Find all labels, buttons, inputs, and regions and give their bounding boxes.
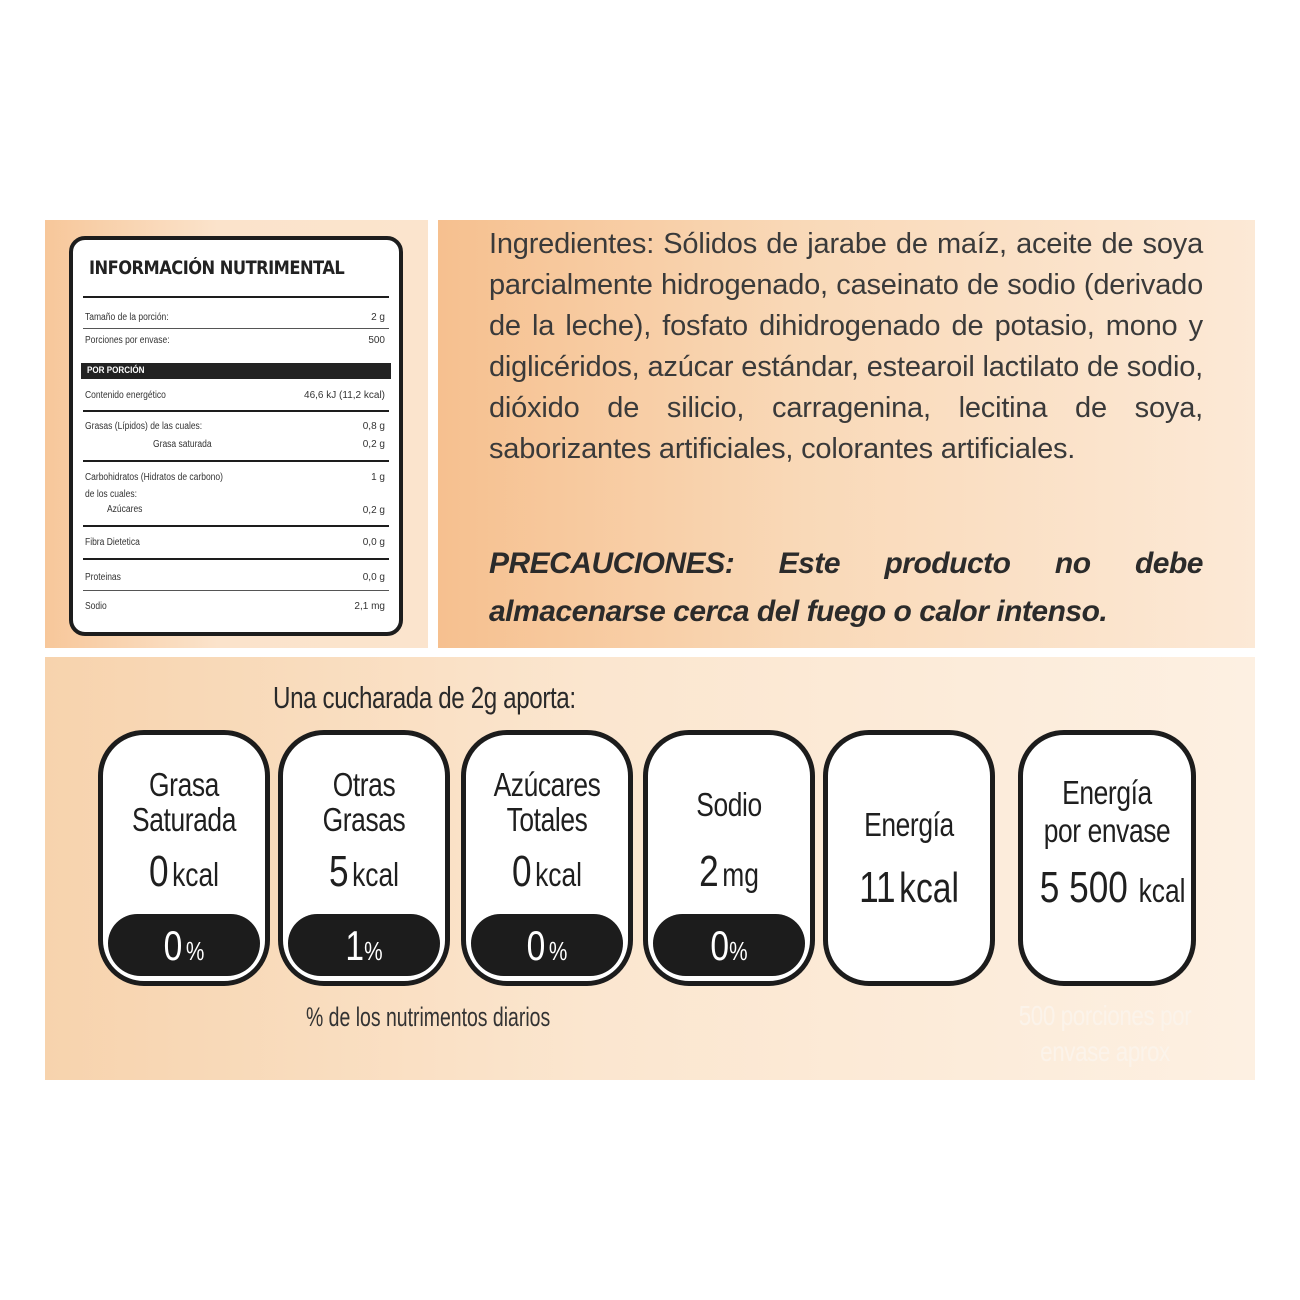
seal-amount: 5 xyxy=(328,847,349,896)
divider xyxy=(83,328,389,329)
seal-amount: 11 xyxy=(859,863,896,912)
divider xyxy=(83,558,389,560)
seal-label: Grasa xyxy=(149,766,219,803)
seal-percent-sign: % xyxy=(364,936,383,966)
nutrition-facts-table xyxy=(69,236,403,636)
seal-energy-per-package xyxy=(1018,730,1196,986)
seal-value xyxy=(1039,863,1186,913)
precautions-text: Este producto no debe almacenarse cerca del fuego o calor intenso. xyxy=(489,547,1203,628)
seal-total-sugars xyxy=(461,730,633,986)
nutrient-row xyxy=(85,489,391,500)
nutrient-row xyxy=(85,472,391,483)
serving-size-row xyxy=(85,312,391,323)
per-serving-header-bar xyxy=(81,363,391,379)
seal-other-fats xyxy=(278,730,450,986)
precautions-label: PRECAUCIONES: xyxy=(489,547,735,580)
seal-unit: kcal xyxy=(535,856,583,893)
ingredients-text: Ingredientes: Sólidos de jarabe de maíz, aceite de soya parcialmente hidrogenado, caseinato de sodio (derivado de la leche), fosfato dihidrogenado de potasio, mono y diglicéridos, azúcar estándar, estearoil lactilato de sodio, dióxido de silicio, carragenina, lecitina de soya, saborizantes artificiales, colorantes artificiales. xyxy=(489,228,1203,465)
seal-percent-sign: % xyxy=(729,936,748,966)
divider xyxy=(83,410,389,412)
seal-percent-value: 0 xyxy=(526,922,546,969)
seal-amount: 5 500 xyxy=(1039,863,1128,912)
seal-percent-band xyxy=(108,914,260,976)
seal-unit: kcal xyxy=(1138,872,1186,909)
seal-amount: 0 xyxy=(511,847,532,896)
seal-percent-sign: % xyxy=(185,936,205,966)
seal-label: Sodio xyxy=(696,786,762,823)
per-serving-header: POR PORCIÓN xyxy=(87,365,145,376)
precautions-block xyxy=(489,540,1203,636)
serving-size-label: Tamaño de la porción: xyxy=(85,312,169,323)
divider xyxy=(83,590,389,591)
nutrient-label: Contenido energético xyxy=(85,390,166,401)
seal-value xyxy=(844,863,974,913)
seal-percent-band xyxy=(471,914,623,976)
divider xyxy=(83,460,389,462)
serving-intro: Una cucharada de 2g aporta: xyxy=(273,680,576,715)
seal-label: por envase xyxy=(1043,812,1171,849)
seal-percent-value: 0 xyxy=(163,922,183,969)
seal-sodium xyxy=(643,730,815,986)
seal-saturated-fat xyxy=(98,730,270,986)
nutrient-value: 0,2 g xyxy=(362,439,385,450)
seal-value xyxy=(119,847,249,897)
seal-percent-value: 1 xyxy=(345,922,365,969)
seal-unit: kcal xyxy=(352,856,400,893)
nutrient-label: Carbohidratos (Hidratos de carbono) xyxy=(85,472,223,483)
nutrient-value: 0,0 g xyxy=(362,537,385,548)
seal-unit: kcal xyxy=(899,864,959,911)
seal-percent xyxy=(486,922,608,970)
servings-value: 500 xyxy=(368,335,385,346)
servings-per-package-note: 500 porciones por envase aprox xyxy=(1018,1000,1192,1067)
nutrient-label: Sodio xyxy=(85,601,107,612)
seal-percent-band xyxy=(653,914,805,976)
seal-percent-band xyxy=(288,914,440,976)
nutrient-value: 46,6 kJ (11,2 kcal) xyxy=(304,390,385,401)
nutrient-value: 1 g xyxy=(371,472,385,483)
seal-amount: 2 xyxy=(699,847,719,896)
seal-label: Energía xyxy=(1062,774,1152,811)
seal-label: Azúcares xyxy=(493,766,601,803)
nutrient-value: 0,2 g xyxy=(362,505,385,516)
nutrient-label: Grasa saturada xyxy=(153,439,212,450)
divider xyxy=(83,296,389,298)
nutrition-table-title: INFORMACIÓN NUTRIMENTAL xyxy=(89,258,345,279)
nutrient-row xyxy=(85,572,391,583)
seal-label: Grasas xyxy=(322,801,406,838)
divider xyxy=(83,525,389,527)
nutrient-value: 0,0 g xyxy=(362,572,385,583)
seal-percent xyxy=(123,922,245,970)
serving-size-value: 2 g xyxy=(371,312,385,323)
nutrient-row xyxy=(85,421,391,432)
nutrient-label: Azúcares xyxy=(107,504,143,515)
servings-row xyxy=(85,335,391,346)
nutrient-value: 2,1 mg xyxy=(354,601,385,612)
seal-value xyxy=(299,847,429,897)
nutrient-row xyxy=(85,601,391,612)
nutrient-value: 0,8 g xyxy=(362,421,385,432)
seal-percent-sign: % xyxy=(548,936,568,966)
nutrient-label: Grasas (Lípidos) de las cuales: xyxy=(85,421,203,432)
seal-value xyxy=(482,847,612,897)
nutrient-label: Proteinas xyxy=(85,572,121,583)
seal-energy xyxy=(823,730,995,986)
nutrient-label: de los cuales: xyxy=(85,489,137,500)
nutrient-row xyxy=(153,439,459,450)
seal-value xyxy=(664,847,794,897)
daily-values-footnote: % de los nutrimentos diarios xyxy=(306,1002,551,1032)
seal-amount: 0 xyxy=(148,847,169,896)
seal-label: Otras xyxy=(332,766,396,803)
nutrient-row xyxy=(85,537,391,548)
seal-label: Energía xyxy=(864,806,954,843)
seal-unit: kcal xyxy=(172,856,220,893)
seal-percent xyxy=(668,922,790,970)
servings-label: Porciones por envase: xyxy=(85,335,170,346)
seal-percent xyxy=(303,922,425,970)
seal-unit: mg xyxy=(722,856,759,893)
nutrient-label: Fibra Dietetica xyxy=(85,537,140,548)
seal-label: Saturada xyxy=(132,801,236,838)
seal-label: Totales xyxy=(506,801,588,838)
seal-percent-value: 0 xyxy=(710,922,730,969)
